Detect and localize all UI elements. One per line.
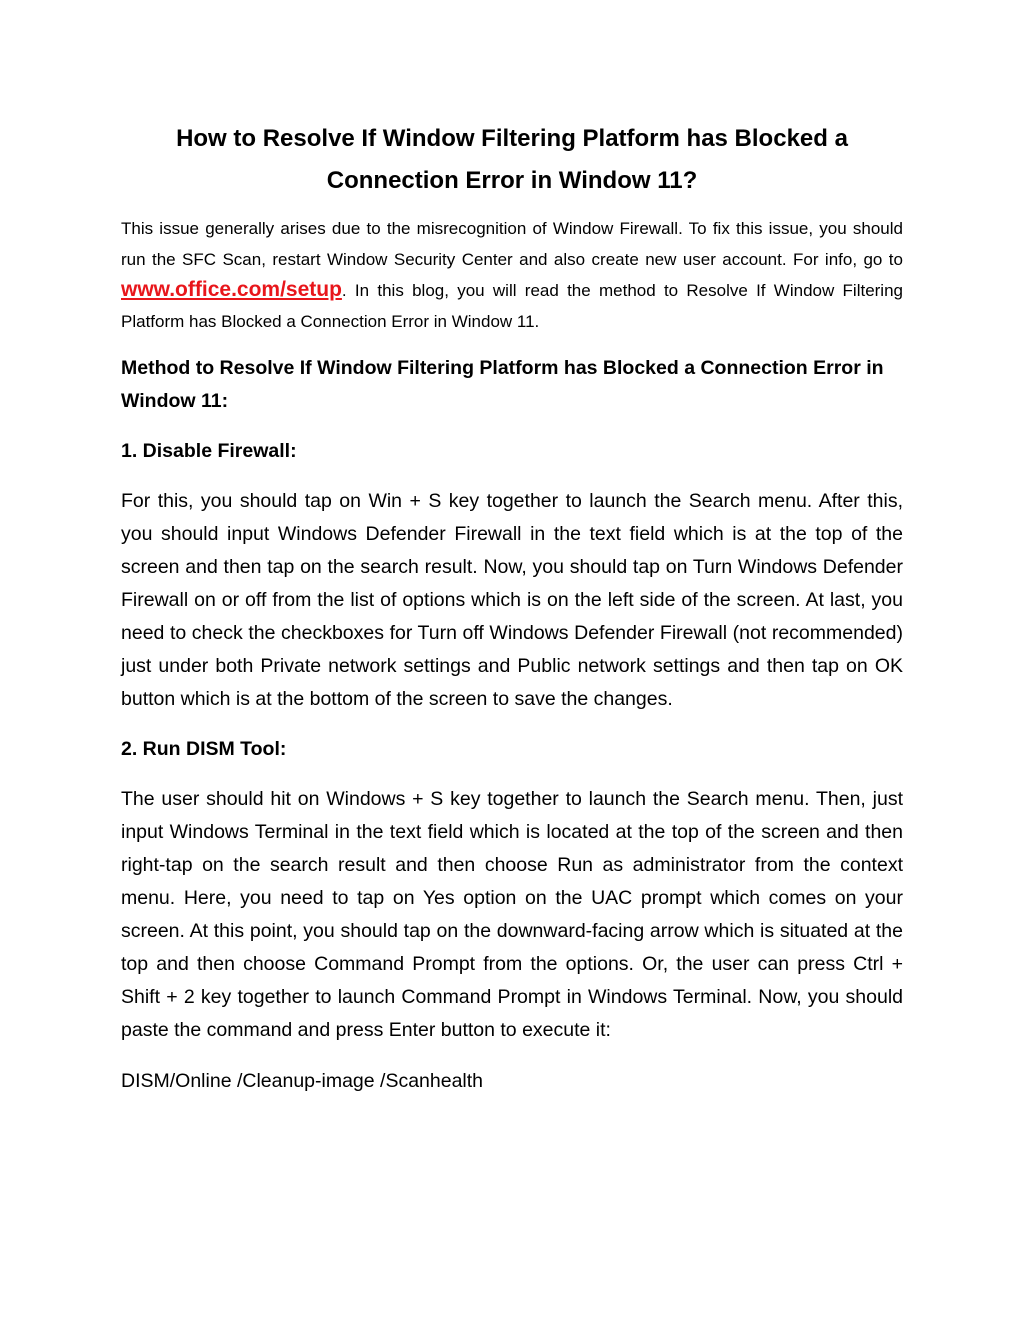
dism-command: DISM/Online /Cleanup-image /Scanhealth	[121, 1070, 484, 1092]
intro-text-after-link: . In this blog, you will read the method to Resolve If Window Filtering Platform has Blocked a Connection Error in Window 11.	[121, 281, 903, 331]
document-page	[121, 118, 903, 1098]
step-2-heading: 2. Run DISM Tool:	[121, 738, 287, 760]
intro-text-before-link: This issue generally arises due to the misrecognition of Window Firewall. To fix this issue, you should run the SFC Scan, restart Window Security Center and also create new user account. For info, go to	[121, 219, 903, 269]
office-setup-link[interactable]: www.office.com/setup	[121, 278, 342, 301]
step-1-body: For this, you should tap on Win + S key together to launch the Search menu. After this, you should input Windows Defender Firewall in the text field which is at the top of the screen and then tap on the search result. Now, you should tap on Turn Windows Defender Firewall on or off from the list of options which is on the left side of the screen. At last, you need to check the checkboxes for Turn off Windows Defender Firewall (not recommended) just under both Private network settings and Public network settings and then tap on OK button which is at the bottom of the screen to save the changes.	[121, 490, 903, 710]
method-heading: Method to Resolve If Window Filtering Platform has Blocked a Connection Error in Window 11:	[121, 357, 884, 412]
step-2-body: The user should hit on Windows + S key together to launch the Search menu. Then, just input Windows Terminal in the text field which is located at the top of the screen and then right-tap on the search result and then choose Run as administrator from the context menu. Here, you need to tap on Yes option on the UAC prompt which comes on your screen. At this point, you should tap on the downward-facing arrow which is situated at the top and then choose Command Prompt from the options. Or, the user can press Ctrl + Shift + 2 key together to launch Command Prompt in Windows Terminal. Now, you should paste the command and press Enter button to execute it:	[121, 788, 903, 1041]
step-1-heading: 1. Disable Firewall:	[121, 440, 297, 462]
intro-paragraph	[121, 214, 903, 337]
page-title: How to Resolve If Window Filtering Platform has Blocked a Connection Error in Window 11?	[176, 125, 848, 194]
